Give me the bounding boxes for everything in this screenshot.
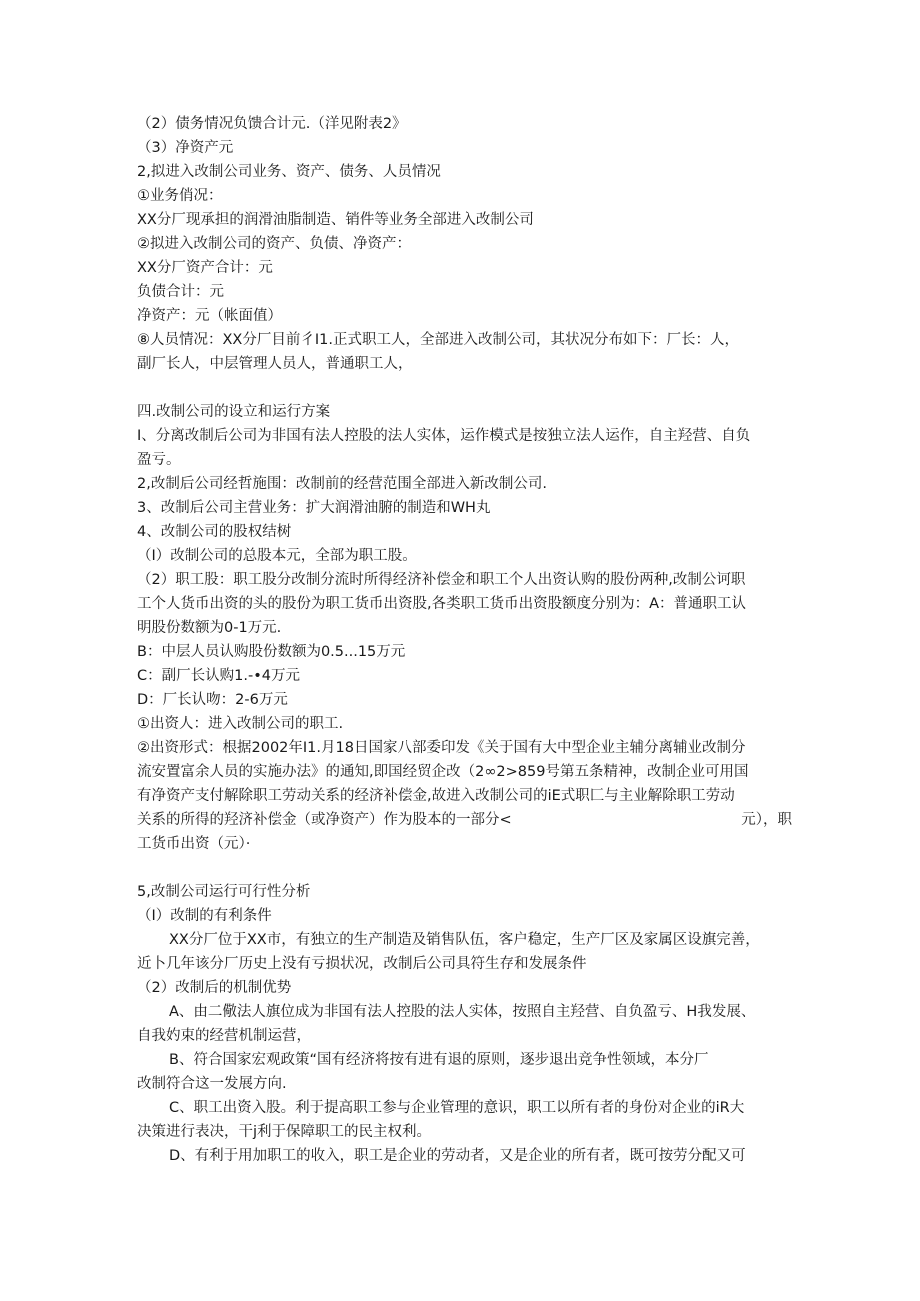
text-line: 工货币出资（元）·	[137, 836, 251, 852]
section-heading: 5,改制公司运行可行性分析	[137, 884, 311, 900]
text-line: A、由二儆法人旗位成为非国有法人控股的法人实体，按照自主羟营、自负盈亏、H我发展、	[169, 1004, 756, 1020]
text-line: 盈亏。	[137, 452, 181, 468]
text-line: 有净资产支付解除职工劳动关系的经济补偿金,故进入改制公司的iE式职匚与主业解除职工劳动	[137, 788, 735, 804]
text-line: B、符合国家宏观政策“国有经济将按有进有退的原则，逐步退出竞争性领域，本分厂	[169, 1052, 709, 1068]
text-line: D、有利于用加职工的收入，职工是企业的劳动者，又是企业的所有者，既可按劳分配又可	[169, 1148, 746, 1164]
paragraph-gap	[137, 376, 792, 400]
text-line: 流安置富余人员的实施办法》的通知,即国经贸企改（2∞2>859号第五条精神，改制企业可用国	[137, 764, 749, 780]
paragraph-gap	[137, 856, 792, 880]
text-line: I、分离改制后公司为非国有法人控股的法人实体，运作模式是按独立法人运作，自主羟营、自负	[137, 428, 751, 444]
text-line: 负债合计：元	[137, 284, 224, 300]
text-line: 2,改制后公司经哲施围：改制前的经营范围全部进入新改制公司.	[137, 476, 547, 492]
text-line: 2,拟进入改制公司业务、资产、债务、人员情况	[137, 164, 441, 180]
text-line: B：中层人员认购股份数额为0.5...15万元	[137, 644, 406, 660]
text-line: C、职工出资入股。利于提高职工参与企业管理的意识，职工以所有者的身份对企业的iR大	[169, 1100, 745, 1116]
text-line-left: 关系的所得的羟济补偿金（或净资产）作为股本的一部分<	[137, 812, 512, 828]
text-line: 近卜几年该分厂历史上没有亏损状况，改制后公司具符生存和发展条件	[137, 956, 587, 972]
text-line: ①业务俏况：	[137, 188, 223, 204]
text-line: 净资产：元（帐面值）	[137, 308, 282, 324]
text-line: （2）改制后的机制优势	[137, 980, 292, 996]
text-line-split	[137, 808, 792, 832]
section-heading: 四.改制公司的设立和运行方案	[137, 404, 331, 420]
text-line: 决策进行表决，干j利于保障职工的民主权利。	[137, 1124, 432, 1140]
text-line: ⑧人员情况：XX分厂目前彳I1.正式职工人，全部进入改制公司，其状况分布如下：厂长：人，	[137, 332, 739, 348]
text-line: 3、改制后公司主营业务：扩大润滑油腑的制造和WH丸	[137, 500, 491, 516]
text-line: （3）净资产元	[137, 140, 234, 156]
text-line: XX分厂位于XX市，有独立的生产制造及销售队伍，客户稳定，生产厂区及家属区设旗完善，	[169, 932, 760, 948]
text-line: （I）改制公司的总股本元，全部为职工股。	[137, 548, 417, 564]
text-line: （2）债务情况负馈合计元.（洋见附表2》	[137, 116, 407, 132]
text-line: 副厂长人，中层管理人员人，普通职工人，	[137, 356, 413, 372]
text-line: 自我妁束的经营机制运营，	[137, 1028, 311, 1044]
document-body	[137, 112, 792, 1168]
text-line: C：副厂长认购1.-•4万元	[137, 668, 300, 684]
text-line: XX分厂资产合计：元	[137, 260, 273, 276]
text-line: 明股份数额为0-1万元.	[137, 620, 282, 636]
text-line: D：厂长认吻：2-6万元	[137, 692, 288, 708]
text-line-right: 元），职	[741, 812, 792, 828]
text-line: ①出资人：进入改制公司的职工.	[137, 716, 344, 732]
text-line: 改制符合这一发展方向.	[137, 1076, 287, 1092]
text-line: （2）职工股：职工股分改制分流时所得经济补偿金和职工个人出资认购的股份两种,改制公诃职	[137, 572, 746, 588]
text-line: ②拟进入改制公司的资产、负债、净资产：	[137, 236, 411, 252]
text-line: ②出资形式：根据2002年I1.月18日国家八部委印发《关于国有大中型企业主辅分离辅业改制分	[137, 740, 746, 756]
text-line: 工个人货币出资的头的股份为职工货币出资股,各类职工货币出资股额度分别为：A：普通职工认	[137, 596, 747, 612]
text-line: （I）改制的有利条件	[137, 908, 272, 924]
text-line: 4、改制公司的股权结树	[137, 524, 292, 540]
text-line: XX分厂现承担的润滑油脂制造、销件等业务全部进入改制公司	[137, 212, 534, 228]
